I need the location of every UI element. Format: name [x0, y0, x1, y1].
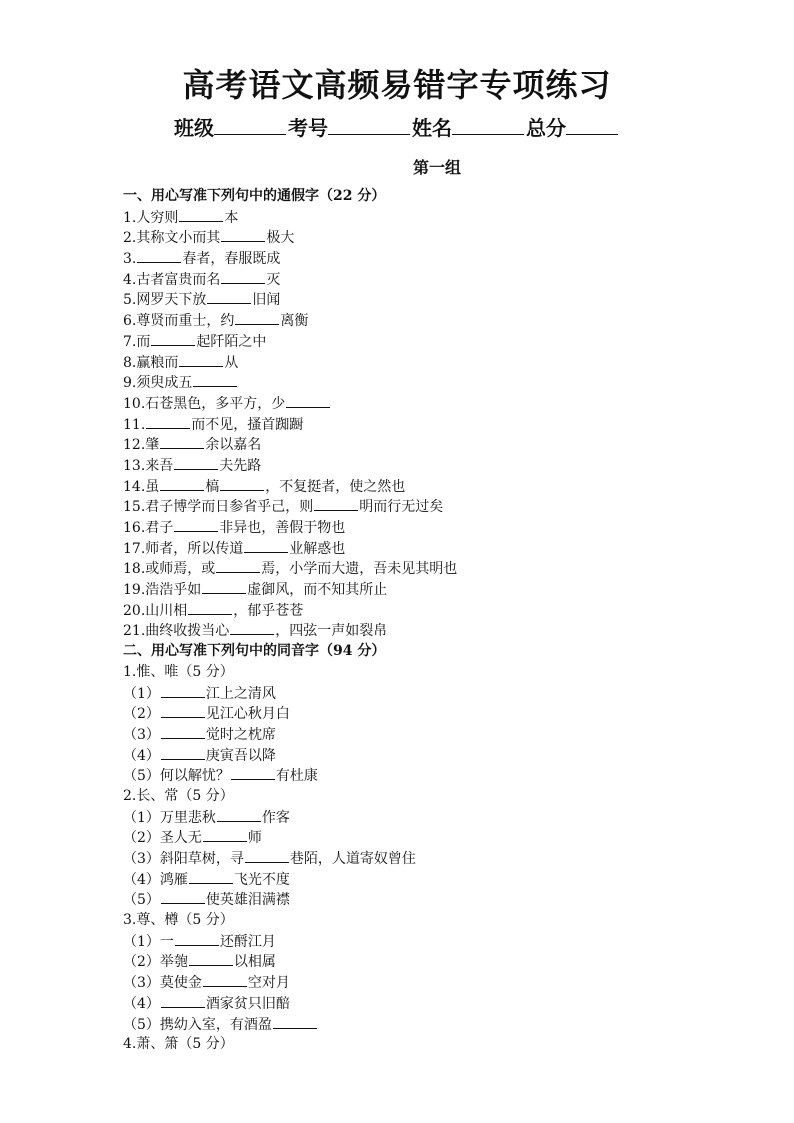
answer-blank[interactable] — [179, 207, 223, 222]
question-item — [123, 620, 763, 641]
answer-blank[interactable] — [174, 455, 218, 470]
question-text: 1.人穷则 — [123, 209, 179, 226]
question-text: 17.师者，所以传道 — [123, 540, 244, 557]
question-list — [123, 186, 763, 1055]
question-item — [123, 310, 763, 331]
answer-blank[interactable] — [221, 269, 265, 284]
question-text: ，郁乎苍苍 — [233, 602, 304, 619]
answer-blank[interactable] — [161, 745, 205, 760]
question-item — [123, 227, 763, 248]
answer-blank[interactable] — [179, 352, 223, 367]
question-text: 3. — [123, 251, 137, 268]
question-text: 极大 — [266, 230, 295, 247]
question-text: 2.其称文小而其 — [123, 230, 221, 247]
question-item — [123, 207, 763, 228]
question-item — [123, 269, 763, 290]
question-text: 4.古者富贵而名 — [123, 271, 221, 288]
question-text: 作客 — [261, 809, 290, 826]
question-text: 师 — [247, 830, 262, 847]
question-text: （3） — [123, 726, 160, 743]
answer-blank[interactable] — [235, 310, 279, 325]
question-text: 旧闻 — [252, 292, 281, 309]
answer-blank[interactable] — [207, 289, 251, 304]
question-text: 20.山川相 — [123, 602, 188, 619]
question-item — [123, 765, 763, 786]
question-text: 3.尊、樽（5 分） — [123, 912, 234, 929]
answer-blank[interactable] — [217, 807, 261, 822]
student-info-line — [0, 112, 794, 141]
question-item — [123, 434, 763, 455]
question-text: （4） — [123, 747, 160, 764]
answer-blank[interactable] — [193, 372, 237, 387]
question-text: 离衡 — [280, 313, 309, 330]
question-text: ，不复挺者，使之然也 — [265, 478, 406, 495]
question-text: （5） — [123, 892, 160, 909]
question-item — [123, 889, 763, 910]
answer-blank[interactable] — [245, 848, 289, 863]
question-item — [123, 393, 763, 414]
question-text: 5.网罗天下放 — [123, 292, 207, 309]
answer-blank[interactable] — [175, 931, 219, 946]
question-text: 16.君子 — [123, 520, 174, 536]
question-text: 有杜康 — [275, 768, 318, 785]
answer-blank[interactable] — [221, 227, 265, 242]
question-item — [123, 931, 763, 952]
question-item — [123, 993, 763, 1014]
question-text: 巷陌，人道寄奴曾住 — [289, 851, 416, 867]
question-item — [123, 331, 763, 352]
answer-blank[interactable] — [273, 1014, 317, 1029]
question-text: （5）何以解忧？ — [123, 768, 230, 785]
question-item — [123, 579, 763, 600]
question-text: 庚寅吾以降 — [205, 747, 276, 764]
question-item — [123, 827, 763, 848]
question-item — [123, 745, 763, 766]
question-text: 19.浩浩乎如 — [123, 582, 202, 599]
answer-blank[interactable] — [160, 434, 204, 449]
answer-blank[interactable] — [151, 331, 195, 346]
question-item — [123, 1034, 763, 1055]
question-item — [123, 972, 763, 993]
question-text: 空对月 — [247, 975, 290, 992]
answer-blank[interactable] — [161, 889, 205, 904]
answer-blank[interactable] — [160, 476, 204, 491]
question-text: 夫先路 — [219, 457, 262, 474]
question-text: 9.须臾成五 — [123, 375, 193, 392]
answer-blank[interactable] — [188, 600, 232, 615]
question-text: 觉时之枕席 — [205, 726, 276, 743]
question-text: （3）斜阳草树，寻 — [123, 851, 244, 867]
question-text: 使英雄泪满襟 — [205, 892, 290, 909]
question-text: ，四弦一声如裂帛 — [275, 623, 388, 640]
question-text: （2）圣人无 — [123, 830, 202, 847]
answer-blank[interactable] — [189, 951, 233, 966]
question-text: 见江心秋月白 — [205, 706, 290, 723]
question-item — [123, 910, 763, 931]
answer-blank[interactable] — [161, 724, 205, 739]
name-label: 姓名 — [412, 116, 452, 140]
question-text: （2）举匏 — [123, 954, 188, 971]
question-text: 明而行无过矣 — [359, 499, 444, 516]
question-item — [123, 662, 763, 683]
answer-blank[interactable] — [220, 476, 264, 491]
question-item — [123, 455, 763, 476]
score-blank[interactable] — [566, 116, 618, 135]
name-blank[interactable] — [452, 116, 524, 135]
question-text: 业解惑也 — [289, 540, 346, 557]
question-text: 飞光不度 — [233, 871, 290, 888]
question-item — [123, 372, 763, 393]
score-label: 总分 — [526, 116, 566, 140]
question-text: 江上之清风 — [205, 685, 276, 702]
question-text: 非异也，善假于物也 — [219, 520, 346, 536]
answer-blank[interactable] — [203, 827, 247, 842]
question-item — [123, 683, 763, 704]
question-item — [123, 517, 763, 538]
question-text: 余以嘉名 — [205, 437, 262, 454]
answer-blank[interactable] — [161, 993, 205, 1008]
question-text: 从 — [224, 354, 239, 371]
answer-blank[interactable] — [216, 558, 260, 573]
question-text: 起阡陌之中 — [196, 333, 267, 350]
question-item — [123, 951, 763, 972]
question-item — [123, 869, 763, 890]
question-item — [123, 558, 763, 579]
question-text: 一、用心写准下列句中的通假字（22 分） — [123, 188, 386, 204]
question-text: 11. — [123, 416, 146, 433]
exam-no-label: 考号 — [288, 116, 328, 140]
page-title: 高考语文高频易错字专项练习 — [182, 66, 612, 104]
question-text: 15.君子博学而日参省乎己，则 — [123, 499, 314, 516]
question-item — [123, 848, 763, 869]
question-item — [123, 289, 763, 310]
question-item — [123, 476, 763, 497]
question-text: 14.虽 — [123, 478, 160, 495]
question-item — [123, 248, 763, 269]
question-text: （4） — [123, 995, 160, 1012]
question-text: 灭 — [266, 271, 281, 288]
question-item — [123, 703, 763, 724]
question-text: 还酹江月 — [219, 933, 276, 950]
question-text: 8.赢粮而 — [123, 354, 179, 371]
answer-blank[interactable] — [161, 683, 205, 698]
answer-blank[interactable] — [146, 414, 190, 429]
question-text: 12.肇 — [123, 437, 160, 454]
question-text: 本 — [224, 209, 239, 226]
class-blank[interactable] — [214, 116, 286, 135]
question-text: （5）携幼入室，有酒盈 — [123, 1016, 272, 1033]
question-item — [123, 600, 763, 621]
question-item — [123, 352, 763, 373]
question-text: 二、用心写准下列句中的同音字（94 分） — [123, 643, 386, 660]
question-text: 21.曲终收拨当心 — [123, 623, 230, 640]
question-text: 10.石苍黑色，多平方，少 — [123, 395, 286, 412]
question-text: （3）莫使金 — [123, 975, 202, 992]
question-text: 槁 — [205, 478, 220, 495]
question-text: （1） — [123, 685, 160, 702]
question-text: （4）鸿雁 — [123, 871, 188, 888]
question-text: （1）一 — [123, 933, 174, 950]
answer-blank[interactable] — [244, 538, 288, 553]
class-label: 班级 — [174, 116, 214, 140]
question-text: 2.长、常（5 分） — [123, 787, 234, 804]
group-title: 第一组 — [412, 158, 461, 177]
answer-blank[interactable] — [203, 972, 247, 987]
question-text: 18.或师焉，或 — [123, 561, 216, 578]
answer-blank[interactable] — [189, 869, 233, 884]
answer-blank[interactable] — [161, 703, 205, 718]
answer-blank[interactable] — [202, 579, 246, 594]
question-item — [123, 724, 763, 745]
question-item — [123, 807, 763, 828]
question-text: 焉，小学而大遗，吾未见其明也 — [261, 561, 458, 578]
question-item — [123, 1014, 763, 1035]
answer-blank[interactable] — [174, 517, 218, 532]
section-heading — [123, 186, 763, 207]
question-text: （2） — [123, 706, 160, 723]
answer-blank[interactable] — [231, 765, 275, 780]
question-item — [123, 538, 763, 559]
section-heading — [123, 641, 763, 662]
answer-blank[interactable] — [230, 620, 274, 635]
answer-blank[interactable] — [137, 248, 181, 263]
question-text: 13.来吾 — [123, 457, 174, 474]
question-text: 7.而 — [123, 333, 151, 350]
question-text: 以相属 — [233, 954, 276, 971]
question-text: 虚御风，而不知其所止 — [247, 582, 388, 599]
answer-blank[interactable] — [314, 496, 358, 511]
question-text: 而不见，搔首踟蹰 — [191, 416, 304, 433]
question-text: 4.萧、箫（5 分） — [123, 1036, 234, 1053]
question-text: 酒家贫只旧醅 — [205, 995, 290, 1012]
question-item — [123, 414, 763, 435]
question-text: 春者，春服既成 — [182, 251, 281, 268]
exam-no-blank[interactable] — [328, 116, 410, 135]
question-text: 6.尊贤而重士，约 — [123, 313, 235, 330]
question-text: （1）万里悲秋 — [123, 809, 216, 826]
question-text: 1.惟、唯（5 分） — [123, 663, 234, 680]
question-item — [123, 496, 763, 517]
answer-blank[interactable] — [286, 393, 330, 408]
question-item — [123, 786, 763, 807]
